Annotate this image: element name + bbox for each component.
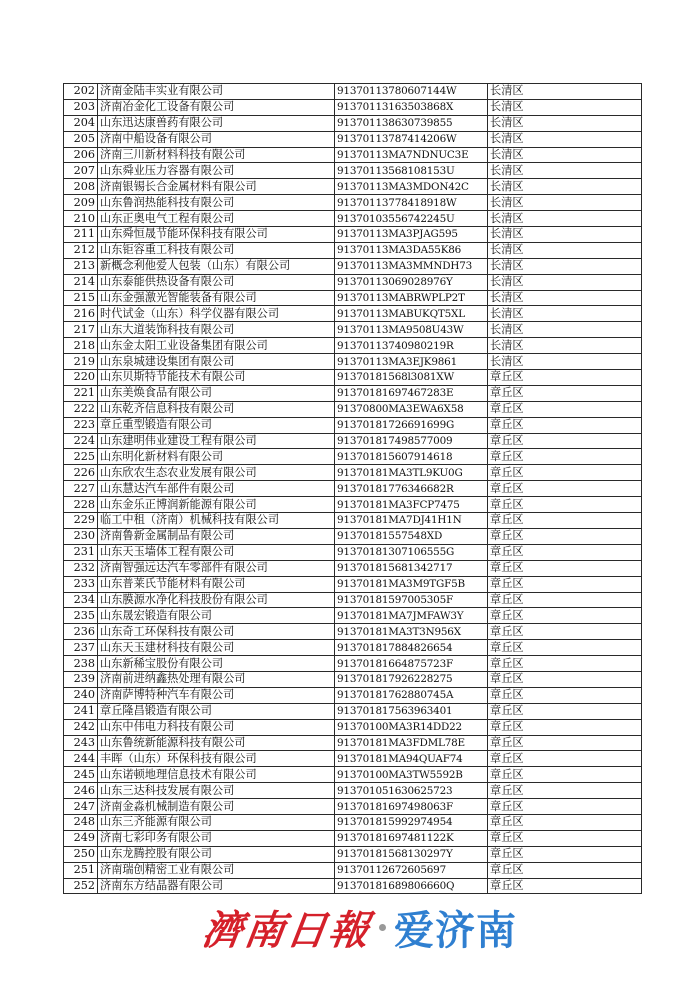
row-number-cell: 222 — [64, 401, 98, 417]
district-cell: 章丘区 — [488, 560, 642, 576]
table-row — [64, 560, 642, 576]
company-name-cell: 山东三齐能源有限公司 — [98, 814, 335, 830]
district-cell: 章丘区 — [488, 608, 642, 624]
credit-code-cell: 913701817926228275 — [335, 671, 488, 687]
company-name-cell: 山东钜容重工科技有限公司 — [98, 242, 335, 258]
table-row — [64, 338, 642, 354]
credit-code-cell: 91370181MA7DJ41H1N — [335, 513, 488, 529]
row-number-cell: 243 — [64, 735, 98, 751]
district-cell: 长清区 — [488, 131, 642, 147]
table-row — [64, 131, 642, 147]
company-name-cell: 山东迅达康兽药有限公司 — [98, 115, 335, 131]
company-name-cell: 山东中伟电力科技有限公司 — [98, 719, 335, 735]
row-number-cell: 211 — [64, 227, 98, 243]
table-row — [64, 656, 642, 672]
row-number-cell: 213 — [64, 258, 98, 274]
credit-code-cell: 91370181MA3TL9KU0G — [335, 465, 488, 481]
district-cell: 章丘区 — [488, 735, 642, 751]
table-row — [64, 433, 642, 449]
row-number-cell: 220 — [64, 370, 98, 386]
company-name-cell: 山东泰能供热设备有限公司 — [98, 274, 335, 290]
table-row — [64, 370, 642, 386]
credit-code-cell: 91370181568130297Y — [335, 846, 488, 862]
credit-code-cell: 91370181776346682R — [335, 481, 488, 497]
row-number-cell: 207 — [64, 163, 98, 179]
credit-code-cell: 91370100MA3R14DD22 — [335, 719, 488, 735]
row-number-cell: 237 — [64, 640, 98, 656]
table-row — [64, 290, 642, 306]
company-name-cell: 山东舜恒晟节能环保科技有限公司 — [98, 227, 335, 243]
row-number-cell: 251 — [64, 862, 98, 878]
company-name-cell: 济南七彩印务有限公司 — [98, 830, 335, 846]
company-name-cell: 山东建明伟业建设工程有限公司 — [98, 433, 335, 449]
row-number-cell: 205 — [64, 131, 98, 147]
row-number-cell: 232 — [64, 560, 98, 576]
table-row — [64, 147, 642, 163]
table-row — [64, 84, 642, 100]
district-cell: 长清区 — [488, 242, 642, 258]
credit-code-cell: 91370181689806660Q — [335, 878, 488, 894]
company-name-cell: 山东奇工环保科技有限公司 — [98, 624, 335, 640]
credit-code-cell: 91370181697481122K — [335, 830, 488, 846]
company-name-cell: 山东金太阳工业设备集团有限公司 — [98, 338, 335, 354]
company-name-cell: 山东慧达汽车部件有限公司 — [98, 481, 335, 497]
company-name-cell: 山东天玉墙体工程有限公司 — [98, 544, 335, 560]
jinan-daily-logo: 濟南日報 — [199, 907, 374, 954]
company-name-cell: 山东金乐正博润新能源有限公司 — [98, 497, 335, 513]
row-number-cell: 224 — [64, 433, 98, 449]
credit-code-cell: 91370181726691699G — [335, 417, 488, 433]
company-name-cell: 济南冶金化工设备有限公司 — [98, 99, 335, 115]
district-cell: 章丘区 — [488, 624, 642, 640]
company-name-cell: 时代试金（山东）科学仪器有限公司 — [98, 306, 335, 322]
district-cell: 长清区 — [488, 306, 642, 322]
district-cell: 章丘区 — [488, 592, 642, 608]
row-number-cell: 226 — [64, 465, 98, 481]
row-number-cell: 246 — [64, 783, 98, 799]
credit-code-cell: 91370113069028976Y — [335, 274, 488, 290]
table-row — [64, 687, 642, 703]
credit-code-cell: 91370181697498063F — [335, 799, 488, 815]
row-number-cell: 240 — [64, 687, 98, 703]
district-cell: 长清区 — [488, 163, 642, 179]
table-row — [64, 227, 642, 243]
company-name-cell: 济南金淼机械制造有限公司 — [98, 799, 335, 815]
company-name-cell: 章丘重型锻造有限公司 — [98, 417, 335, 433]
row-number-cell: 250 — [64, 846, 98, 862]
district-cell: 章丘区 — [488, 719, 642, 735]
company-name-cell: 济南三川新材料科技有限公司 — [98, 147, 335, 163]
credit-code-cell: 91370181307106555G — [335, 544, 488, 560]
table-row — [64, 401, 642, 417]
district-cell: 长清区 — [488, 322, 642, 338]
table-row — [64, 767, 642, 783]
row-number-cell: 212 — [64, 242, 98, 258]
credit-code-cell: 91370113568108153U — [335, 163, 488, 179]
company-name-cell: 山东鲁统新能源科技有限公司 — [98, 735, 335, 751]
row-number-cell: 249 — [64, 830, 98, 846]
company-name-cell: 山东美焕食品有限公司 — [98, 385, 335, 401]
credit-code-cell: 91370113787414206W — [335, 131, 488, 147]
row-number-cell: 231 — [64, 544, 98, 560]
row-number-cell: 218 — [64, 338, 98, 354]
credit-code-cell: 91370181MA3FDML78E — [335, 735, 488, 751]
table-row — [64, 99, 642, 115]
table-row — [64, 385, 642, 401]
table-row — [64, 481, 642, 497]
company-name-cell: 山东诺顿地理信息技术有限公司 — [98, 767, 335, 783]
table-row — [64, 211, 642, 227]
company-name-cell: 济南前进纳鑫热处理有限公司 — [98, 671, 335, 687]
credit-code-cell: 91370113MA3MDON42C — [335, 179, 488, 195]
district-cell: 章丘区 — [488, 783, 642, 799]
credit-code-cell: 91370800MA3EWA6X58 — [335, 401, 488, 417]
district-cell: 章丘区 — [488, 417, 642, 433]
table-row — [64, 242, 642, 258]
credit-code-cell: 91370181762880745A — [335, 687, 488, 703]
company-name-cell: 济南银锡长合金属材料有限公司 — [98, 179, 335, 195]
company-name-cell: 山东贝斯特节能技术有限公司 — [98, 370, 335, 386]
company-name-cell: 山东乾齐信息科技有限公司 — [98, 401, 335, 417]
row-number-cell: 236 — [64, 624, 98, 640]
company-name-cell: 山东龙腾控股有限公司 — [98, 846, 335, 862]
credit-code-cell: 91370181557548XD — [335, 528, 488, 544]
table-row — [64, 195, 642, 211]
table-row — [64, 354, 642, 370]
company-name-cell: 济南瑞创精密工业有限公司 — [98, 862, 335, 878]
credit-code-cell: 91370181MA3M9TGF5B — [335, 576, 488, 592]
enterprise-list-table — [63, 83, 642, 894]
row-number-cell: 227 — [64, 481, 98, 497]
row-number-cell: 219 — [64, 354, 98, 370]
company-name-cell: 章丘隆昌锻造有限公司 — [98, 703, 335, 719]
credit-code-cell: 913701815681342717 — [335, 560, 488, 576]
row-number-cell: 244 — [64, 751, 98, 767]
company-name-cell: 济南萨博特种汽车有限公司 — [98, 687, 335, 703]
ai-jinan-logo: 爱济南 — [394, 908, 517, 954]
table-row — [64, 306, 642, 322]
table-row — [64, 878, 642, 894]
row-number-cell: 242 — [64, 719, 98, 735]
credit-code-cell: 91370112672605697 — [335, 862, 488, 878]
table-row — [64, 528, 642, 544]
district-cell: 章丘区 — [488, 862, 642, 878]
credit-code-cell: 913701817563963401 — [335, 703, 488, 719]
table-row — [64, 783, 642, 799]
credit-code-cell: 91370113MABUKQT5XL — [335, 306, 488, 322]
row-number-cell: 247 — [64, 799, 98, 815]
company-name-cell: 山东膜源水净化科技股份有限公司 — [98, 592, 335, 608]
row-number-cell: 208 — [64, 179, 98, 195]
credit-code-cell: 91370100MA3TW5592B — [335, 767, 488, 783]
credit-code-cell: 913701815607914618 — [335, 449, 488, 465]
table-row — [64, 592, 642, 608]
row-number-cell: 206 — [64, 147, 98, 163]
company-name-cell: 山东鲁润热能科技有限公司 — [98, 195, 335, 211]
credit-code-cell: 91370103556742245U — [335, 211, 488, 227]
district-cell: 章丘区 — [488, 767, 642, 783]
row-number-cell: 239 — [64, 671, 98, 687]
credit-code-cell: 913701817884826654 — [335, 640, 488, 656]
credit-code-cell: 91370113MA9508U43W — [335, 322, 488, 338]
row-number-cell: 221 — [64, 385, 98, 401]
district-cell: 长清区 — [488, 99, 642, 115]
table-row — [64, 576, 642, 592]
district-cell: 章丘区 — [488, 481, 642, 497]
district-cell: 章丘区 — [488, 497, 642, 513]
district-cell: 章丘区 — [488, 799, 642, 815]
table-row — [64, 624, 642, 640]
row-number-cell: 233 — [64, 576, 98, 592]
row-number-cell: 203 — [64, 99, 98, 115]
table-row — [64, 274, 642, 290]
district-cell: 长清区 — [488, 258, 642, 274]
table-row — [64, 258, 642, 274]
credit-code-cell: 91370181MA3T3N956X — [335, 624, 488, 640]
company-name-cell: 济南鲁新金属制品有限公司 — [98, 528, 335, 544]
footer-logo — [180, 900, 540, 955]
table-row — [64, 179, 642, 195]
credit-code-cell: 91370113MABRWPLP2T — [335, 290, 488, 306]
district-cell: 长清区 — [488, 147, 642, 163]
row-number-cell: 235 — [64, 608, 98, 624]
row-number-cell: 241 — [64, 703, 98, 719]
district-cell: 章丘区 — [488, 370, 642, 386]
credit-code-cell: 91370181664875723F — [335, 656, 488, 672]
row-number-cell: 215 — [64, 290, 98, 306]
credit-code-cell: 91370181597005305F — [335, 592, 488, 608]
district-cell: 章丘区 — [488, 544, 642, 560]
company-name-cell: 丰晖（山东）环保科技有限公司 — [98, 751, 335, 767]
table-row — [64, 544, 642, 560]
credit-code-cell: 91370181568l3081XW — [335, 370, 488, 386]
district-cell: 章丘区 — [488, 528, 642, 544]
row-number-cell: 204 — [64, 115, 98, 131]
district-cell: 章丘区 — [488, 830, 642, 846]
district-cell: 章丘区 — [488, 878, 642, 894]
credit-code-cell: 91370181MA3FCP7475 — [335, 497, 488, 513]
table-row — [64, 799, 642, 815]
credit-code-cell: 91370113780607144W — [335, 84, 488, 100]
company-name-cell: 山东舜业压力容器有限公司 — [98, 163, 335, 179]
credit-code-cell: 91370113MA7NDNUC3E — [335, 147, 488, 163]
company-name-cell: 济南东方结晶器有限公司 — [98, 878, 335, 894]
district-cell: 长清区 — [488, 274, 642, 290]
district-cell: 章丘区 — [488, 656, 642, 672]
district-cell: 长清区 — [488, 195, 642, 211]
district-cell: 章丘区 — [488, 687, 642, 703]
row-number-cell: 214 — [64, 274, 98, 290]
district-cell: 长清区 — [488, 84, 642, 100]
table-body — [64, 84, 642, 894]
district-cell: 章丘区 — [488, 401, 642, 417]
credit-code-cell: 91370181MA7JMFAW3Y — [335, 608, 488, 624]
table-row — [64, 719, 642, 735]
company-name-cell: 山东欣农生态农业发展有限公司 — [98, 465, 335, 481]
company-name-cell: 山东新稀宝股份有限公司 — [98, 656, 335, 672]
company-name-cell: 济南智强远达汽车零部件有限公司 — [98, 560, 335, 576]
district-cell: 长清区 — [488, 227, 642, 243]
table-row — [64, 751, 642, 767]
table-row — [64, 163, 642, 179]
row-number-cell: 229 — [64, 513, 98, 529]
table-row — [64, 465, 642, 481]
logo-separator-dot — [379, 924, 386, 931]
district-cell: 章丘区 — [488, 513, 642, 529]
row-number-cell: 248 — [64, 814, 98, 830]
company-name-cell: 新概念利他爱人包装（山东）有限公司 — [98, 258, 335, 274]
company-name-cell: 山东金强激光智能装备有限公司 — [98, 290, 335, 306]
district-cell: 章丘区 — [488, 465, 642, 481]
district-cell: 长清区 — [488, 211, 642, 227]
district-cell: 章丘区 — [488, 385, 642, 401]
row-number-cell: 209 — [64, 195, 98, 211]
credit-code-cell: 91370113778418918W — [335, 195, 488, 211]
row-number-cell: 216 — [64, 306, 98, 322]
credit-code-cell: 913701815992974954 — [335, 814, 488, 830]
company-name-cell: 山东明化新材料有限公司 — [98, 449, 335, 465]
company-name-cell: 山东三达科技发展有限公司 — [98, 783, 335, 799]
district-cell: 长清区 — [488, 354, 642, 370]
row-number-cell: 217 — [64, 322, 98, 338]
district-cell: 长清区 — [488, 179, 642, 195]
district-cell: 章丘区 — [488, 846, 642, 862]
row-number-cell: 223 — [64, 417, 98, 433]
company-name-cell: 山东大道装饰科技有限公司 — [98, 322, 335, 338]
district-cell: 长清区 — [488, 290, 642, 306]
company-name-cell: 济南金陆丰实业有限公司 — [98, 84, 335, 100]
row-number-cell: 202 — [64, 84, 98, 100]
row-number-cell: 210 — [64, 211, 98, 227]
company-name-cell: 临工中租（济南）机械科技有限公司 — [98, 513, 335, 529]
credit-code-cell: 91370181697467283E — [335, 385, 488, 401]
row-number-cell: 230 — [64, 528, 98, 544]
row-number-cell: 238 — [64, 656, 98, 672]
district-cell: 章丘区 — [488, 814, 642, 830]
company-name-cell: 山东泉城建设集团有限公司 — [98, 354, 335, 370]
company-name-cell: 山东正奥电气工程有限公司 — [98, 211, 335, 227]
table-row — [64, 830, 642, 846]
district-cell: 长清区 — [488, 115, 642, 131]
district-cell: 章丘区 — [488, 640, 642, 656]
table-row — [64, 735, 642, 751]
district-cell: 章丘区 — [488, 671, 642, 687]
company-name-cell: 山东天玉建材科技有限公司 — [98, 640, 335, 656]
row-number-cell: 245 — [64, 767, 98, 783]
table-row — [64, 671, 642, 687]
company-name-cell: 济南中船设备有限公司 — [98, 131, 335, 147]
table-row — [64, 814, 642, 830]
row-number-cell: 252 — [64, 878, 98, 894]
table-row — [64, 449, 642, 465]
credit-code-cell: 91370181MA94QUAF74 — [335, 751, 488, 767]
row-number-cell: 228 — [64, 497, 98, 513]
district-cell: 章丘区 — [488, 703, 642, 719]
table-row — [64, 703, 642, 719]
credit-code-cell: 91370113MA3EJK9861 — [335, 354, 488, 370]
credit-code-cell: 91370113MA3MMNDH73 — [335, 258, 488, 274]
district-cell: 长清区 — [488, 338, 642, 354]
district-cell: 章丘区 — [488, 433, 642, 449]
company-name-cell: 山东晟宏锻造有限公司 — [98, 608, 335, 624]
table-row — [64, 640, 642, 656]
credit-code-cell: 91370113MA3DA55K86 — [335, 242, 488, 258]
district-cell: 章丘区 — [488, 576, 642, 592]
table-row — [64, 322, 642, 338]
table-row — [64, 846, 642, 862]
credit-code-cell: 91370113740980219R — [335, 338, 488, 354]
credit-code-cell: 913701817498577009 — [335, 433, 488, 449]
credit-code-cell: 913701138630739855 — [335, 115, 488, 131]
table-row — [64, 513, 642, 529]
district-cell: 章丘区 — [488, 751, 642, 767]
company-name-cell: 山东普莱氏节能材料有限公司 — [98, 576, 335, 592]
table-row — [64, 497, 642, 513]
table-row — [64, 862, 642, 878]
table-row — [64, 115, 642, 131]
district-cell: 章丘区 — [488, 449, 642, 465]
table-row — [64, 417, 642, 433]
row-number-cell: 234 — [64, 592, 98, 608]
table-row — [64, 608, 642, 624]
credit-code-cell: 91370113163503868X — [335, 99, 488, 115]
credit-code-cell: 913701051630625723 — [335, 783, 488, 799]
row-number-cell: 225 — [64, 449, 98, 465]
credit-code-cell: 91370113MA3PJAG595 — [335, 227, 488, 243]
